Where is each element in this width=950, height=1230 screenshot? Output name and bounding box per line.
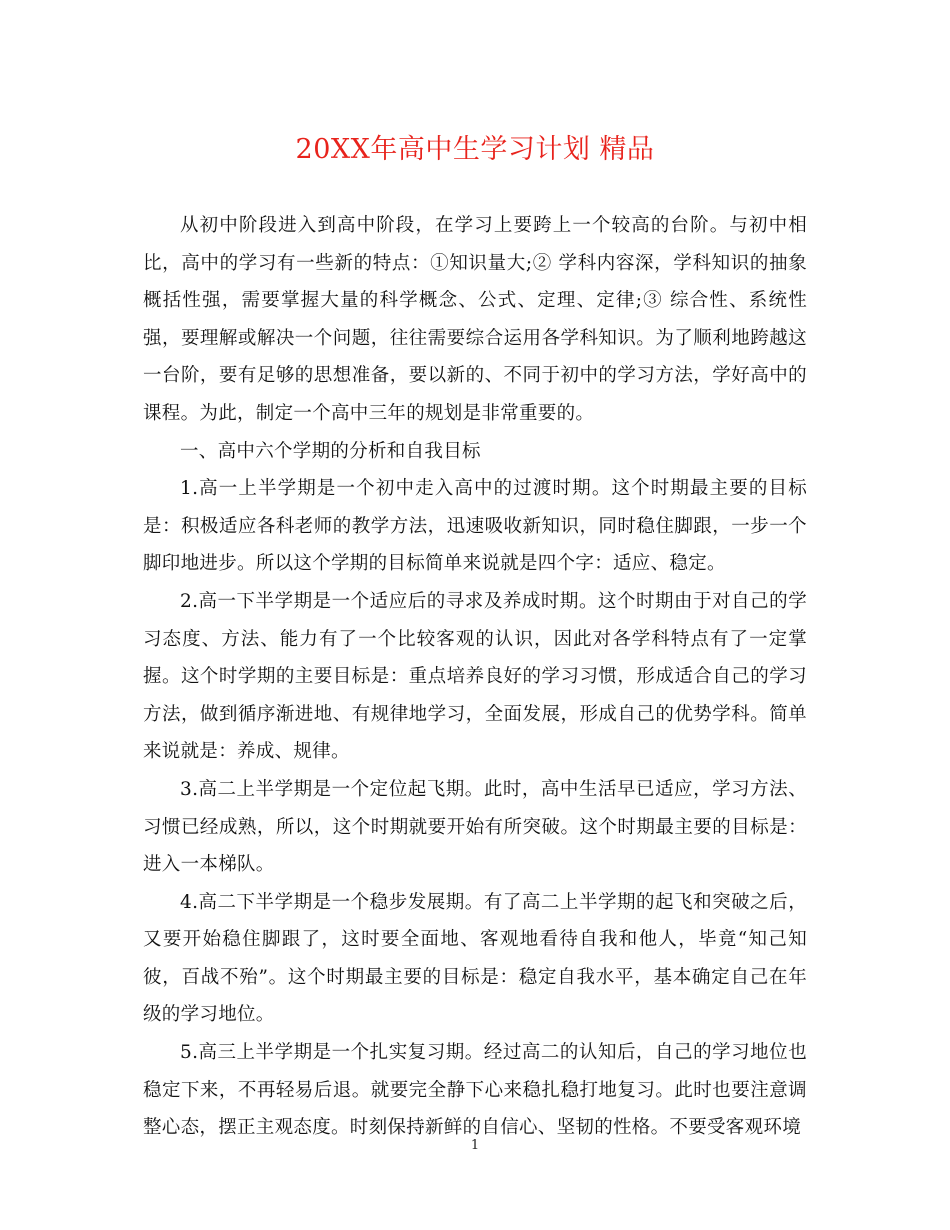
- semester-paragraph-1: 1.高一上半学期是一个初中走入高中的过渡时期。这个时期最主要的目标是：积极适应各科老师的教学方法，迅速吸收新知识，同时稳住脚跟，一步一个脚印地进步。所以这个学期的目标简单来说就是四个字：适应、稳定。: [143, 478, 807, 575]
- page-number: 1: [470, 1138, 480, 1153]
- document-title: 20XX年高中生学习计划 精品: [295, 134, 655, 165]
- section-heading: 一、高中六个学期的分析和自我目标: [180, 440, 481, 462]
- semester-paragraph-3: 3.高二上半学期是一个定位起飞期。此时，高中生活早已适应，学习方法、习惯已经成熟，所以，这个时期就要开始有所突破。这个时期最主要的目标是：进入一本梯队。: [143, 778, 807, 876]
- document-body: [143, 207, 807, 1147]
- semester-paragraph-5: 5.高三上半学期是一个扎实复习期。经过高二的认知后，自己的学习地位也稳定下来，不再轻易后退。就要完全静下心来稳扎稳打地复习。此时也要注意调整心态，摆正主观态度。时刻保持新鲜的自信心、坚韧的性格。不要受客观环境: [143, 1042, 807, 1139]
- semester-paragraph-4: 4.高二下半学期是一个稳步发展期。有了高二上半学期的起飞和突破之后，又要开始稳住脚跟了，这时要全面地、客观地看待自我和他人，毕竟“知己知彼，百战不殆”。这个时期最主要的目标是：稳定自我水平，基本确定自己在年级的学习地位。: [143, 891, 807, 1026]
- semester-paragraph-2: 2.高一下半学期是一个适应后的寻求及养成时期。这个时期由于对自己的学习态度、方法、能力有了一个比较客观的认识，因此对各学科特点有了一定掌握。这个时学期的主要目标是：重点培养良好的学习习惯，形成适合自己的学习方法，做到循序渐进地、有规律地学习，全面发展，形成自己的优势学科。简单来说就是：养成、规律。: [143, 590, 807, 763]
- intro-paragraph: 从初中阶段进入到高中阶段，在学习上要跨上一个较高的台阶。与初中相比，高中的学习有一些新的特点：①知识量大;② 学科内容深，学科知识的抽象概括性强，需要掌握大量的科学概念、公式、定理、定律;③ 综合性、系统性强，要理解或解决一个问题，往往需要综合运用各学科知识。为了顺利地跨越这一台阶，要有足够的思想准备，要以新的、不同于初中的学习方法，学好高中的课程。为此，制定一个高中三年的规划是非常重要的。: [143, 215, 807, 424]
